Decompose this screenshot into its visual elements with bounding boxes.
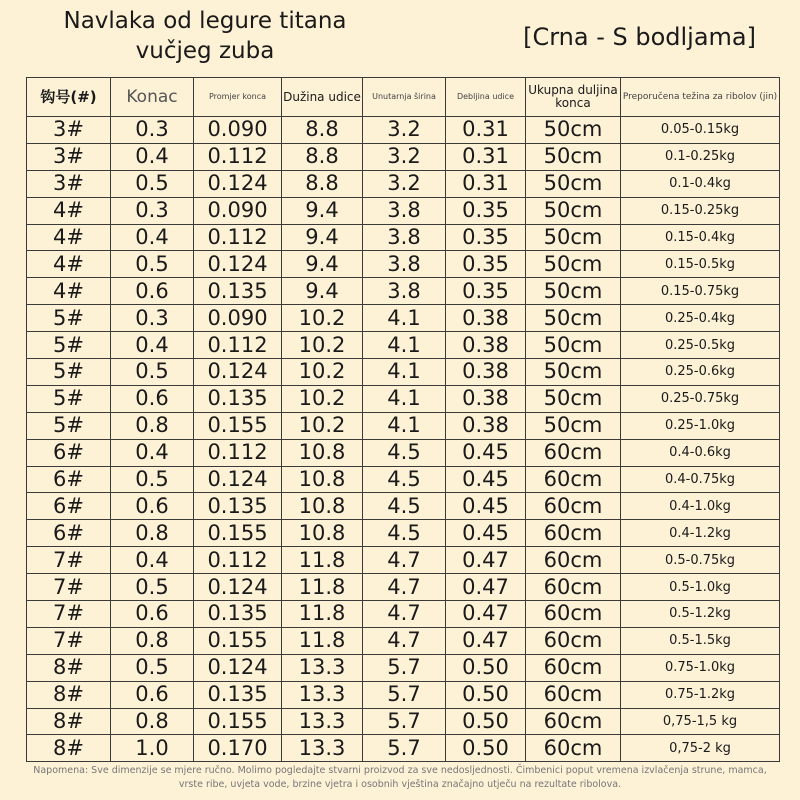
cell-recommended-weight: 0.15-0.75kg [621, 278, 780, 305]
cell-inner-width: 4.7 [363, 547, 446, 574]
col-header-recommended-weight: Preporučena težina za ribolov (jin) [621, 78, 780, 117]
cell-inner-width: 4.1 [363, 359, 446, 386]
cell-hook-length: 13.3 [282, 681, 363, 708]
cell-hook-number: 4# [27, 278, 111, 305]
cell-hook-thickness: 0.35 [446, 278, 526, 305]
cell-hook-thickness: 0.45 [446, 466, 526, 493]
cell-recommended-weight: 0.4-1.0kg [621, 493, 780, 520]
cell-hook-number: 6# [27, 520, 111, 547]
cell-recommended-weight: 0.15-0.5kg [621, 251, 780, 278]
cell-hook-length: 10.8 [282, 520, 363, 547]
cell-hook-thickness: 0.38 [446, 332, 526, 359]
cell-hook-length: 8.8 [282, 117, 363, 144]
cell-line-diameter: 0.155 [194, 412, 282, 439]
cell-total-line-length: 50cm [526, 278, 621, 305]
cell-hook-number: 7# [27, 601, 111, 628]
cell-inner-width: 3.8 [363, 251, 446, 278]
col-header-hook-number: 钩号(#) [27, 78, 111, 117]
cell-line: 0.8 [111, 412, 194, 439]
cell-line: 0.8 [111, 627, 194, 654]
cell-line-diameter: 0.135 [194, 493, 282, 520]
cell-inner-width: 4.1 [363, 412, 446, 439]
footer-note: Napomena: Sve dimenzije se mjere ručno. Molimo pogledajte stvarni proizvod za sve nedosljednosti. Čimbenici poput vremena izvlačenja strune, mamca, vrste ribe, uvjeta vode, brzine vjetra i osobnih vještina značajno utječu na rezultate ribolova. [33, 765, 767, 790]
cell-total-line-length: 50cm [526, 332, 621, 359]
cell-hook-number: 4# [27, 197, 111, 224]
cell-line: 0.5 [111, 251, 194, 278]
cell-line: 0.3 [111, 305, 194, 332]
cell-total-line-length: 50cm [526, 385, 621, 412]
cell-recommended-weight: 0.25-0.6kg [621, 359, 780, 386]
cell-hook-number: 5# [27, 305, 111, 332]
cell-hook-thickness: 0.38 [446, 305, 526, 332]
cell-total-line-length: 60cm [526, 547, 621, 574]
cell-inner-width: 4.5 [363, 466, 446, 493]
cell-hook-number: 3# [27, 117, 111, 144]
cell-total-line-length: 60cm [526, 627, 621, 654]
cell-hook-length: 11.8 [282, 547, 363, 574]
cell-inner-width: 4.7 [363, 574, 446, 601]
cell-line-diameter: 0.112 [194, 332, 282, 359]
cell-line: 0.5 [111, 466, 194, 493]
cell-recommended-weight: 0.75-1.2kg [621, 681, 780, 708]
table-row [27, 520, 780, 547]
cell-hook-thickness: 0.38 [446, 385, 526, 412]
cell-hook-number: 8# [27, 681, 111, 708]
cell-hook-number: 5# [27, 385, 111, 412]
table-row [27, 735, 780, 762]
cell-total-line-length: 60cm [526, 654, 621, 681]
cell-hook-length: 13.3 [282, 708, 363, 735]
cell-hook-length: 9.4 [282, 278, 363, 305]
cell-hook-thickness: 0.47 [446, 601, 526, 628]
cell-inner-width: 4.5 [363, 439, 446, 466]
cell-inner-width: 5.7 [363, 654, 446, 681]
cell-hook-length: 8.8 [282, 170, 363, 197]
cell-hook-thickness: 0.50 [446, 735, 526, 762]
cell-recommended-weight: 0.1-0.25kg [621, 143, 780, 170]
col-header-hook-thickness: Debljina udice [446, 78, 526, 117]
cell-line: 0.6 [111, 385, 194, 412]
col-header-line: Konac [111, 78, 194, 117]
col-header-hook-length: Dužina udice [282, 78, 363, 117]
cell-line-diameter: 0.155 [194, 708, 282, 735]
cell-line-diameter: 0.090 [194, 117, 282, 144]
cell-line-diameter: 0.135 [194, 681, 282, 708]
cell-line: 0.4 [111, 547, 194, 574]
cell-total-line-length: 60cm [526, 735, 621, 762]
cell-line: 0.4 [111, 439, 194, 466]
cell-line-diameter: 0.124 [194, 574, 282, 601]
cell-hook-length: 10.2 [282, 332, 363, 359]
cell-hook-number: 8# [27, 654, 111, 681]
cell-hook-number: 3# [27, 170, 111, 197]
cell-recommended-weight: 0.75-1.0kg [621, 654, 780, 681]
cell-hook-length: 11.8 [282, 574, 363, 601]
cell-hook-length: 10.2 [282, 305, 363, 332]
cell-line: 0.4 [111, 332, 194, 359]
cell-hook-thickness: 0.31 [446, 117, 526, 144]
cell-hook-thickness: 0.45 [446, 439, 526, 466]
cell-hook-thickness: 0.31 [446, 170, 526, 197]
cell-line: 0.6 [111, 493, 194, 520]
table-row [27, 332, 780, 359]
cell-hook-number: 6# [27, 439, 111, 466]
cell-line: 0.5 [111, 359, 194, 386]
cell-line-diameter: 0.135 [194, 278, 282, 305]
cell-total-line-length: 50cm [526, 251, 621, 278]
cell-recommended-weight: 0.25-0.4kg [621, 305, 780, 332]
cell-line: 0.5 [111, 654, 194, 681]
cell-hook-length: 13.3 [282, 654, 363, 681]
cell-line-diameter: 0.124 [194, 466, 282, 493]
cell-line-diameter: 0.124 [194, 359, 282, 386]
cell-line: 0.3 [111, 117, 194, 144]
cell-total-line-length: 50cm [526, 359, 621, 386]
table-row [27, 170, 780, 197]
table-row [27, 601, 780, 628]
cell-line: 0.8 [111, 708, 194, 735]
cell-hook-thickness: 0.35 [446, 224, 526, 251]
cell-hook-length: 10.8 [282, 493, 363, 520]
cell-inner-width: 4.5 [363, 493, 446, 520]
cell-inner-width: 4.5 [363, 520, 446, 547]
cell-hook-length: 9.4 [282, 197, 363, 224]
cell-inner-width: 3.2 [363, 143, 446, 170]
table-row [27, 359, 780, 386]
cell-total-line-length: 60cm [526, 708, 621, 735]
cell-hook-length: 9.4 [282, 224, 363, 251]
cell-line-diameter: 0.090 [194, 305, 282, 332]
cell-inner-width: 3.2 [363, 117, 446, 144]
cell-hook-number: 5# [27, 412, 111, 439]
cell-inner-width: 4.7 [363, 627, 446, 654]
cell-hook-number: 7# [27, 627, 111, 654]
cell-recommended-weight: 0,75-1,5 kg [621, 708, 780, 735]
col-header-total-line-length: Ukupna duljina konca [526, 78, 621, 117]
cell-total-line-length: 60cm [526, 681, 621, 708]
cell-inner-width: 4.1 [363, 385, 446, 412]
cell-recommended-weight: 0.5-1.5kg [621, 627, 780, 654]
cell-total-line-length: 50cm [526, 117, 621, 144]
cell-recommended-weight: 0.4-1.2kg [621, 520, 780, 547]
cell-total-line-length: 60cm [526, 493, 621, 520]
table-row [27, 654, 780, 681]
cell-inner-width: 3.8 [363, 224, 446, 251]
spec-table-container [26, 77, 779, 762]
cell-hook-number: 7# [27, 547, 111, 574]
cell-hook-thickness: 0.50 [446, 708, 526, 735]
table-header-row [27, 78, 780, 117]
cell-hook-number: 5# [27, 359, 111, 386]
cell-recommended-weight: 0.1-0.4kg [621, 170, 780, 197]
col-header-line-diameter: Promjer konca [194, 78, 282, 117]
cell-hook-length: 10.2 [282, 385, 363, 412]
product-title-line-1: Navlaka od legure titana [63, 8, 347, 34]
cell-hook-length: 11.8 [282, 601, 363, 628]
cell-hook-thickness: 0.45 [446, 493, 526, 520]
cell-total-line-length: 50cm [526, 224, 621, 251]
cell-hook-number: 6# [27, 493, 111, 520]
table-row [27, 439, 780, 466]
cell-recommended-weight: 0.5-1.0kg [621, 574, 780, 601]
cell-line-diameter: 0.124 [194, 654, 282, 681]
product-title-line-2: vučjeg zuba [135, 38, 275, 64]
cell-recommended-weight: 0.5-0.75kg [621, 547, 780, 574]
cell-hook-length: 9.4 [282, 251, 363, 278]
cell-hook-thickness: 0.47 [446, 574, 526, 601]
table-row [27, 305, 780, 332]
cell-hook-length: 8.8 [282, 143, 363, 170]
cell-line-diameter: 0.124 [194, 170, 282, 197]
cell-line: 0.5 [111, 574, 194, 601]
cell-recommended-weight: 0.4-0.75kg [621, 466, 780, 493]
cell-inner-width: 5.7 [363, 735, 446, 762]
table-row [27, 547, 780, 574]
cell-hook-thickness: 0.31 [446, 143, 526, 170]
cell-recommended-weight: 0.4-0.6kg [621, 439, 780, 466]
cell-recommended-weight: 0.05-0.15kg [621, 117, 780, 144]
table-row [27, 278, 780, 305]
cell-hook-number: 8# [27, 708, 111, 735]
cell-inner-width: 4.1 [363, 305, 446, 332]
cell-hook-thickness: 0.35 [446, 197, 526, 224]
table-row [27, 708, 780, 735]
cell-hook-length: 13.3 [282, 735, 363, 762]
cell-recommended-weight: 0.5-1.2kg [621, 601, 780, 628]
cell-line-diameter: 0.112 [194, 224, 282, 251]
cell-line: 0.3 [111, 197, 194, 224]
variant-label: [Crna - S bodljama] [523, 23, 756, 51]
cell-total-line-length: 60cm [526, 439, 621, 466]
cell-hook-number: 4# [27, 224, 111, 251]
cell-inner-width: 5.7 [363, 681, 446, 708]
cell-inner-width: 3.2 [363, 170, 446, 197]
cell-total-line-length: 50cm [526, 305, 621, 332]
cell-line: 0.6 [111, 601, 194, 628]
cell-recommended-weight: 0.15-0.25kg [621, 197, 780, 224]
cell-recommended-weight: 0.15-0.4kg [621, 224, 780, 251]
table-row [27, 493, 780, 520]
table-row [27, 385, 780, 412]
table-row [27, 143, 780, 170]
cell-total-line-length: 50cm [526, 170, 621, 197]
table-row [27, 466, 780, 493]
cell-total-line-length: 50cm [526, 143, 621, 170]
cell-inner-width: 4.7 [363, 601, 446, 628]
col-header-inner-width: Unutarnja širina [363, 78, 446, 117]
cell-hook-number: 3# [27, 143, 111, 170]
cell-total-line-length: 50cm [526, 197, 621, 224]
cell-line-diameter: 0.112 [194, 547, 282, 574]
cell-inner-width: 3.8 [363, 197, 446, 224]
table-row [27, 224, 780, 251]
cell-hook-number: 5# [27, 332, 111, 359]
cell-line-diameter: 0.135 [194, 601, 282, 628]
cell-recommended-weight: 0.25-0.5kg [621, 332, 780, 359]
cell-line: 0.8 [111, 520, 194, 547]
cell-hook-thickness: 0.47 [446, 627, 526, 654]
cell-line: 0.4 [111, 224, 194, 251]
cell-line-diameter: 0.155 [194, 627, 282, 654]
cell-line: 0.5 [111, 170, 194, 197]
table-row [27, 412, 780, 439]
cell-total-line-length: 60cm [526, 601, 621, 628]
cell-hook-length: 10.2 [282, 412, 363, 439]
cell-hook-number: 6# [27, 466, 111, 493]
cell-line-diameter: 0.112 [194, 143, 282, 170]
cell-hook-length: 10.2 [282, 359, 363, 386]
cell-line: 1.0 [111, 735, 194, 762]
cell-recommended-weight: 0.25-1.0kg [621, 412, 780, 439]
cell-total-line-length: 60cm [526, 574, 621, 601]
table-row [27, 627, 780, 654]
table-row [27, 681, 780, 708]
cell-inner-width: 5.7 [363, 708, 446, 735]
cell-hook-thickness: 0.50 [446, 654, 526, 681]
cell-line: 0.4 [111, 143, 194, 170]
table-row [27, 251, 780, 278]
cell-recommended-weight: 0,75-2 kg [621, 735, 780, 762]
cell-hook-thickness: 0.50 [446, 681, 526, 708]
cell-inner-width: 4.1 [363, 332, 446, 359]
cell-hook-length: 10.8 [282, 466, 363, 493]
cell-hook-number: 8# [27, 735, 111, 762]
table-row [27, 117, 780, 144]
cell-recommended-weight: 0.25-0.75kg [621, 385, 780, 412]
spec-table [26, 77, 780, 762]
cell-line-diameter: 0.170 [194, 735, 282, 762]
cell-hook-thickness: 0.47 [446, 547, 526, 574]
cell-total-line-length: 60cm [526, 520, 621, 547]
cell-line: 0.6 [111, 278, 194, 305]
cell-total-line-length: 60cm [526, 466, 621, 493]
cell-line-diameter: 0.090 [194, 197, 282, 224]
cell-line-diameter: 0.155 [194, 520, 282, 547]
cell-inner-width: 3.8 [363, 278, 446, 305]
cell-hook-thickness: 0.38 [446, 412, 526, 439]
table-body [27, 117, 780, 762]
cell-hook-thickness: 0.35 [446, 251, 526, 278]
cell-hook-length: 10.8 [282, 439, 363, 466]
cell-total-line-length: 50cm [526, 412, 621, 439]
cell-line-diameter: 0.135 [194, 385, 282, 412]
cell-hook-number: 4# [27, 251, 111, 278]
product-title [0, 6, 410, 66]
cell-line-diameter: 0.124 [194, 251, 282, 278]
cell-hook-thickness: 0.38 [446, 359, 526, 386]
cell-hook-number: 7# [27, 574, 111, 601]
table-row [27, 197, 780, 224]
table-row [27, 574, 780, 601]
cell-line: 0.6 [111, 681, 194, 708]
cell-hook-length: 11.8 [282, 627, 363, 654]
cell-hook-thickness: 0.45 [446, 520, 526, 547]
cell-line-diameter: 0.112 [194, 439, 282, 466]
